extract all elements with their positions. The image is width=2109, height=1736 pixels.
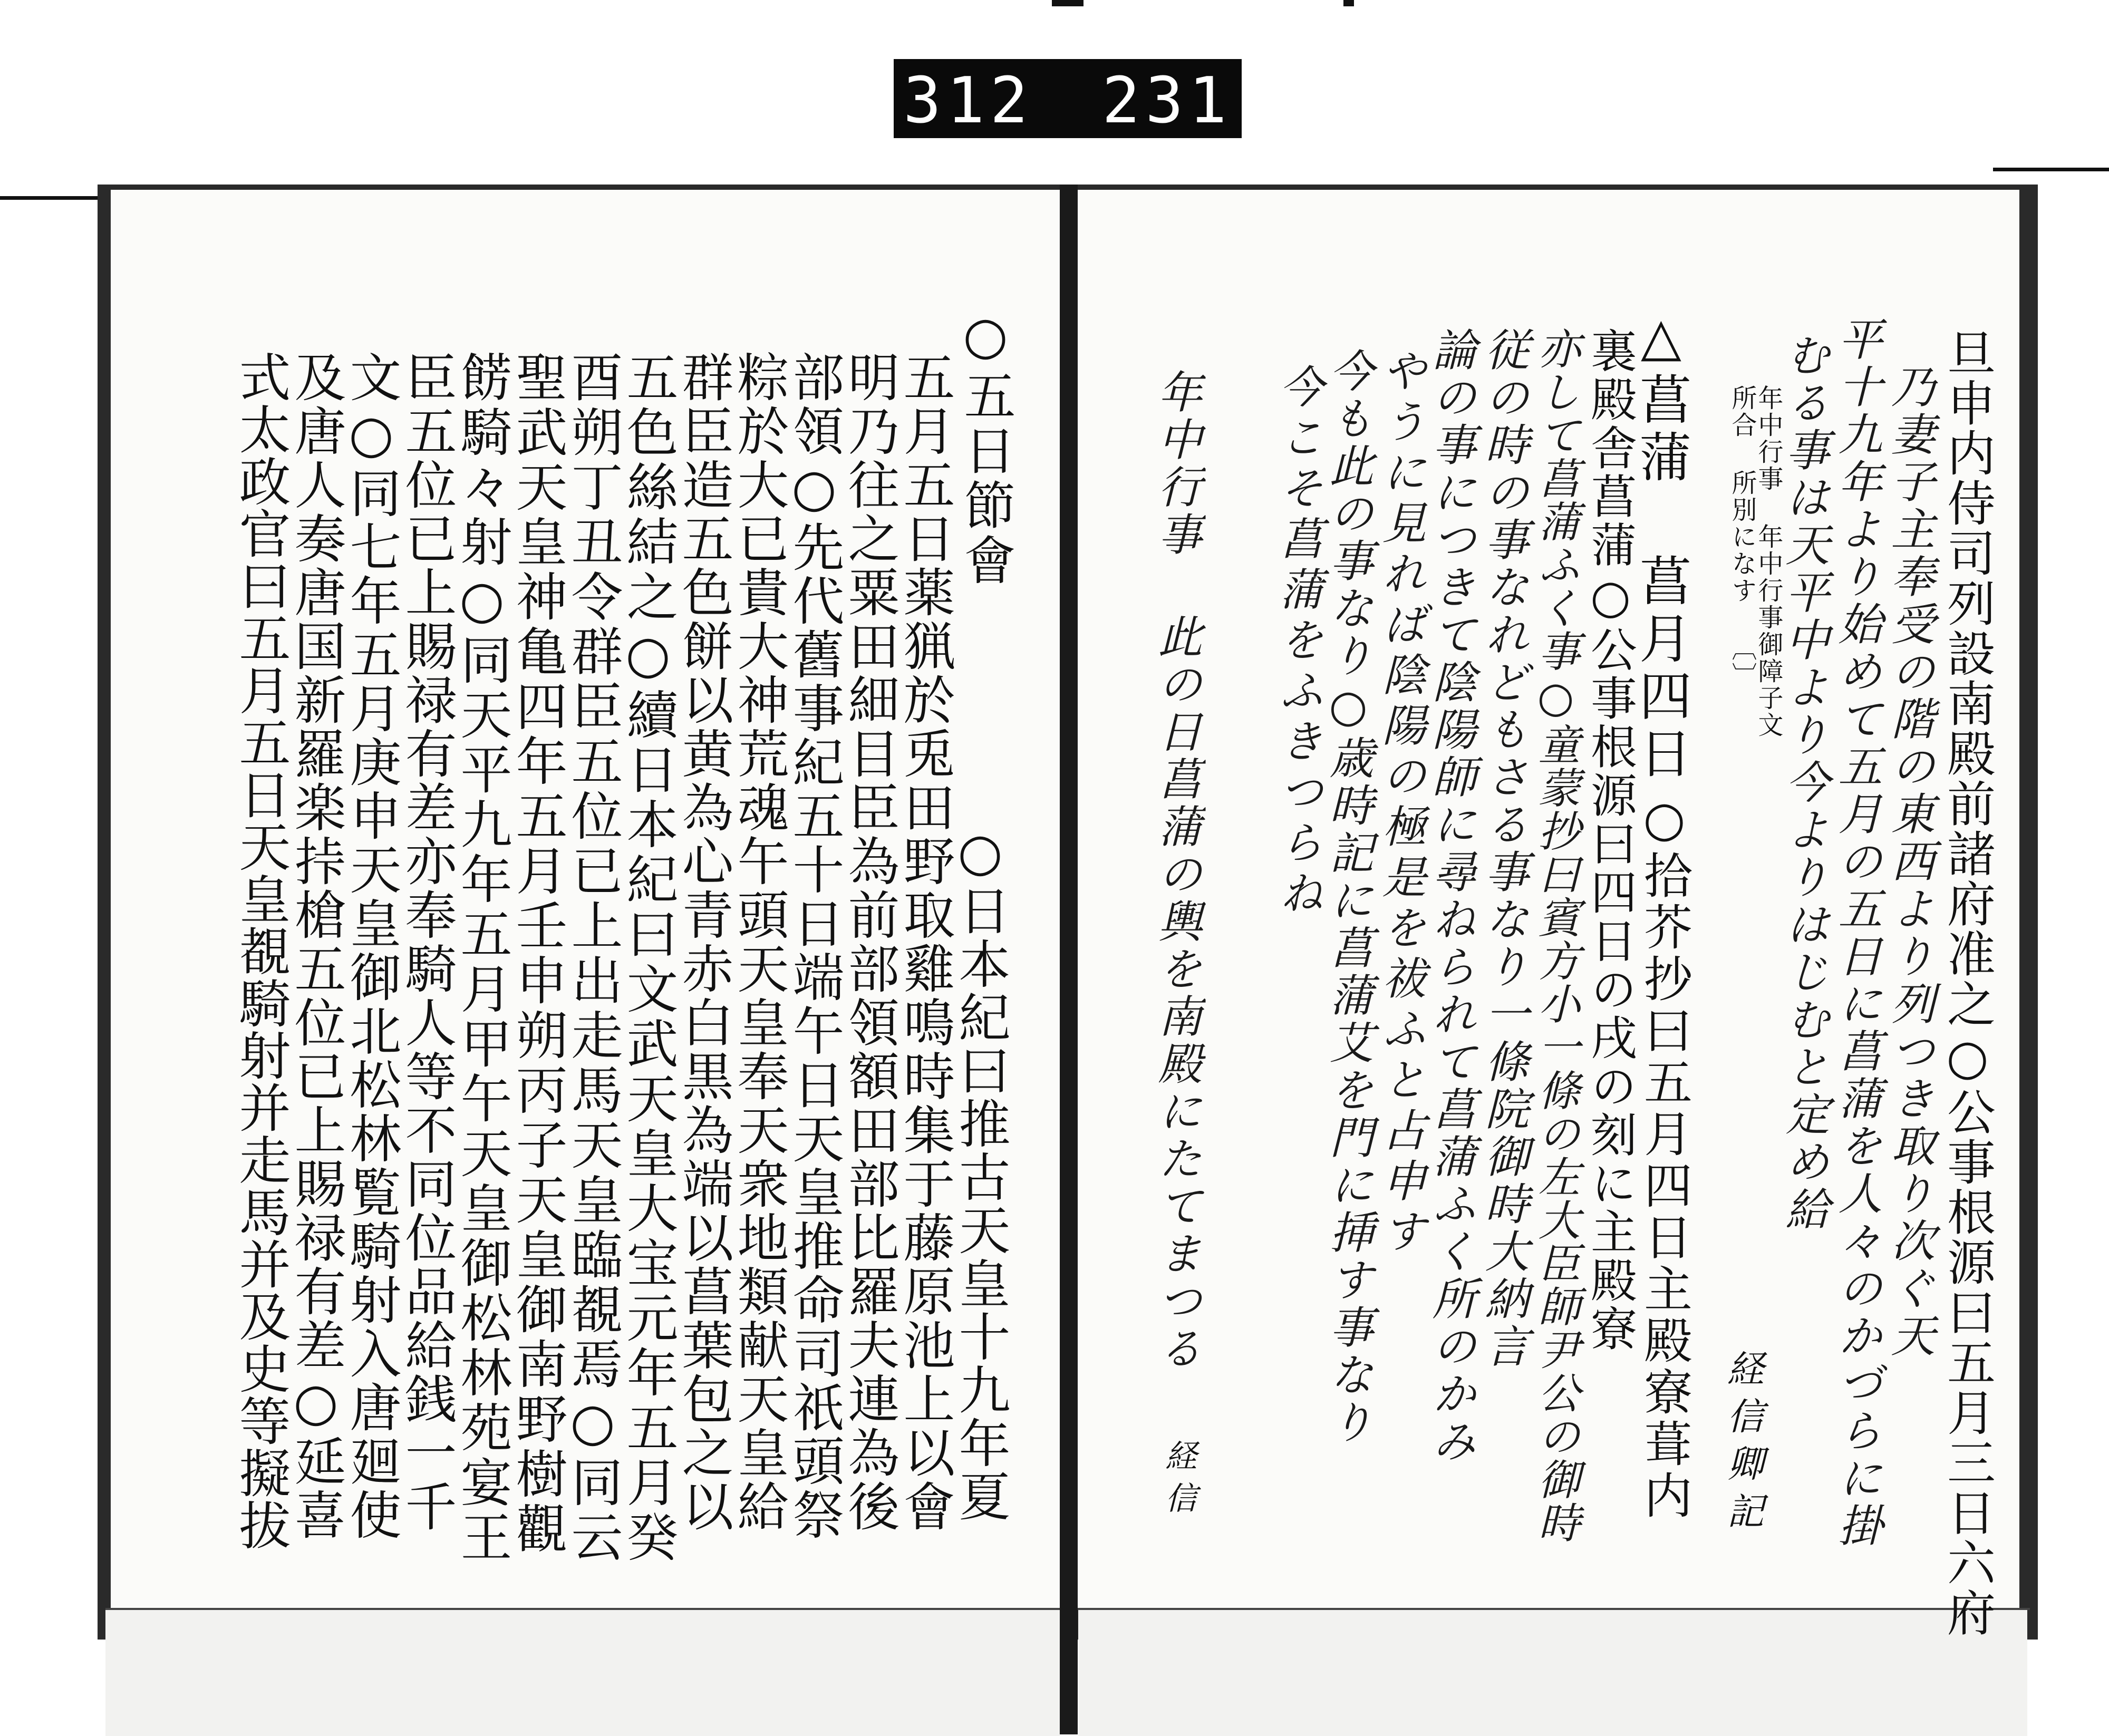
text-column: 粽於大已貴大神荒魂午頭天皇奉天衆地類献天皇給: [729, 351, 789, 1534]
text-column: 今も此の事なり○歳時記に菖蒲艾を門に挿す事なり: [1322, 348, 1374, 1447]
signature-column: 経信卿記: [1721, 1350, 1764, 1539]
annotation-column: 年中行事 年中行事御障子文: [1754, 385, 1783, 739]
text-column: 明乃往之粟田細目臣為前部領額田部比羅夫連為後: [839, 351, 899, 1534]
text-column: 臣五位已上賜禄有差亦奉騎人等不同位品給銭一千: [396, 351, 457, 1534]
text-column: むる事は天平中より今よりはじむと定め給: [1778, 332, 1830, 1234]
text-column: ○日本紀曰推古天皇十九年夏: [950, 822, 1010, 1523]
signature-column: 経信: [1160, 1439, 1197, 1524]
annotation-column: 所合 所別になす 〔〕: [1727, 385, 1757, 689]
text-column: ○拾芥抄曰五月四日主殿寮葺内: [1636, 791, 1692, 1522]
text-column: やうに見れば陰陽の極是を祓ふと占申す: [1375, 348, 1427, 1259]
text-column: 今こそ菖蒲をふきつらね: [1272, 364, 1324, 920]
section-heading: ○五日節會: [955, 306, 1015, 588]
text-column: 従の時の事なれどもさる事なり一條院御時大納言: [1478, 327, 1530, 1371]
text-column: 裏殿舎菖蒲○公事根源曰四日の戌の刻に主殿寮: [1583, 327, 1638, 1353]
frame-number-left: 312: [903, 64, 1033, 138]
film-rule-right: [1993, 168, 2109, 171]
text-column: 年中行事 此の日菖蒲の輿を南殿にたてまつる: [1151, 369, 1203, 1373]
text-column: 乃妻子主奉受の階の東西より列つき取り次ぐ天: [1884, 364, 1936, 1360]
book-gutter: [1060, 185, 1078, 1734]
left-page: [111, 190, 1068, 1608]
text-column: 五月五日薬猟於兎田野取雞鳴時集于藤原池上以會: [895, 351, 955, 1534]
text-column: 五色絲結之○續日本紀曰文武天皇大宝元年五月癸: [618, 351, 678, 1565]
text-column: 聖武天皇神亀四年五月壬申朔丙子天皇御南野樹觀: [507, 351, 567, 1557]
frame-number-right: 231: [1102, 64, 1232, 138]
text-column: 餝騎々射○同天平九年五月甲午天皇御松林苑宴王: [452, 351, 512, 1565]
text-column: 亦して菖蒲ふく事○童蒙抄曰賓方小一條の左大臣師尹公の御時: [1531, 327, 1580, 1544]
text-column: 平十九年より始めて五月の五日に菖蒲を人々のかづらに掛: [1831, 316, 1883, 1550]
text-column: △菖蒲 菖月四日: [1630, 306, 1692, 783]
lower-page-edge-right: [1078, 1608, 2027, 1736]
text-column: 旦申内侍司列設南殿前諸府准之○公事根源曰五月三日六府: [1939, 328, 1996, 1638]
film-edge-mark: [1343, 0, 1354, 6]
text-column: 文○同七年五月庚申天皇御北松林覧騎射入唐廻使: [341, 351, 401, 1542]
text-column: 群臣造五色餅以黄為心青赤白黒為端以菖葉包之以: [673, 351, 733, 1534]
right-page: [1076, 190, 2019, 1638]
text-column: 部領○先代舊事紀五十日端午日天皇推命司祇頭祭: [784, 351, 844, 1542]
text-column: 及唐人奏唐国新羅楽挊槍五位已上賜禄有差○延喜: [286, 351, 346, 1542]
text-column: 式太政官曰五月五日天皇覩騎射并走馬并及史等擬拔: [230, 351, 291, 1551]
text-column: 論の事につきて陰陽師に尋ねられて菖蒲ふく所のかみ: [1425, 327, 1477, 1466]
frame-number-label: [894, 59, 1242, 138]
text-column: 酉朔丁丑令群臣五位已上出走馬天皇臨覩焉○同云: [563, 351, 623, 1565]
lower-page-edge-left: [105, 1608, 1060, 1736]
film-edge-mark: [1052, 0, 1083, 6]
